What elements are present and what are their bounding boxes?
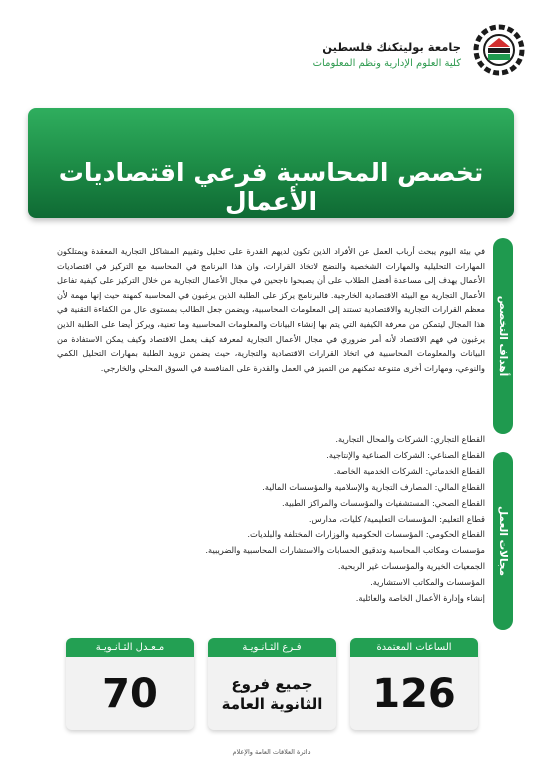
objectives-paragraph: في بيئة اليوم يبحث أرباب العمل عن الأفراد الذين تكون لديهم القدرة على تحليل وتقييم المشاكل التجارية المعقدة ويمتلكون المهارات التحليلية والمهارات الشخصية والنضج لاتخاذ القرارات، وان هذا البرنامج في المحاسبة مع التركيز في اقتصاديات الأعمال يهدف إلى مساعدة أفضل الطلاب على أن يصبحوا ناجحين في مجال الأعمال التجارية من خلال التركيز على كيفية تفاعل الأعمال التجارية مع البيئة الاقتصادية الخارجية. فالبرنامج يركز على الطلبة الذين يرغبون في المحاسبة كمهنة حيث إنها مهمة لأن معظم القرارات التجارية والاقتصادية تستند إلى المعلومات المحاسبية، ويضمن جعل الطالب بمستوى عال من الكفاءة التقنية في هذا المجال ليتمكن من معرفة الكيفية التي يتم بها إنشاء البيانات والمعلومات المحاسبية وما تعنية، ويركز أيضا على الطلبة الذين يرغبون في فهم الاقتصاد لأنه أمر ضروري في مجال الأعمال التجارية لمعرفة كيف يعمل الاقتصاد وكيف يمكن الاستفادة من البيانات والمعلومات المحاسبية في اتخاذ القرارات الاقتصادية والتجارية، حيث يضمن تزويد الطلبة بمهارات التحليل الكمي والنوعي، ومهارات أخرى متنوعة تمكنهم من التميز في العمل والقدرة على المنافسة في السوق المحلي والخارجي. (57, 246, 485, 373)
university-logo-icon (473, 24, 525, 76)
footer-text: دائرة العلاقات العامة والإعلام (232, 748, 311, 756)
college-name: كلية العلوم الإدارية ونظم المعلومات (312, 58, 461, 69)
title-banner (28, 108, 514, 218)
branch-value-line-2: الثانوية العامة (221, 695, 323, 713)
high-school-average-label: مـعـدل الثـانـويـة (66, 638, 194, 657)
list-item: القطاع التجاري: الشركات والمحال التجارية. (335, 434, 485, 444)
list-item: المؤسسات والمكاتب الاستشارية. (370, 577, 485, 588)
high-school-branch-label: فـرع الثـانـويـة (208, 638, 336, 657)
list-item: قطاع التعليم: المؤسسات التعليمية/ كليات، مدارس. (308, 513, 485, 524)
high-school-branch-card (208, 638, 336, 730)
work-fields-tab (493, 452, 513, 630)
credit-hours-label: الساعات المعتمدة (350, 638, 478, 657)
credit-hours-card (350, 638, 478, 730)
credit-hours-value: 126 (372, 671, 456, 717)
list-item: القطاع الخدماتي: الشركات الخدمية الخاصة. (333, 465, 485, 476)
objectives-tab (493, 238, 513, 434)
university-name: جامعة بوليتكنك فلسطين (322, 40, 461, 54)
list-item: مؤسسات ومكاتب المحاسبة وتدقيق الحسابات والاستشارات المحاسبية والضريبية. (205, 545, 485, 556)
list-item: القطاع المالي: المصارف التجارية والإسلامية والمؤسسات المالية. (262, 481, 485, 492)
branch-value-line-1: جميع فروع (231, 675, 313, 693)
high-school-average-card (66, 638, 194, 730)
list-item: إنشاء وإدارة الأعمال الخاصة والعائلية. (355, 593, 485, 604)
list-item: القطاع الصناعي: الشركات الصناعية والإنتاجية. (326, 449, 485, 460)
work-fields-tab-label: مجالات العمل (497, 506, 509, 576)
list-item: الجمعيات الخيرية والمؤسسات غير الربحية. (337, 561, 485, 572)
high-school-branch-value (208, 674, 336, 714)
work-fields-list (57, 432, 485, 607)
list-item: القطاع الصحي: المستشفيات والمؤسسات والمراكز الطبية. (282, 497, 485, 508)
high-school-average-value: 70 (102, 671, 158, 717)
objectives-tab-label: أهداف التخصص (497, 295, 509, 377)
list-item: القطاع الحكومي: المؤسسات الحكومية والوزارات المختلفة والبلديات. (247, 529, 485, 540)
header (25, 22, 525, 78)
page-title: تخصص المحاسبة فرعي اقتصاديات الأعمال (58, 158, 484, 216)
